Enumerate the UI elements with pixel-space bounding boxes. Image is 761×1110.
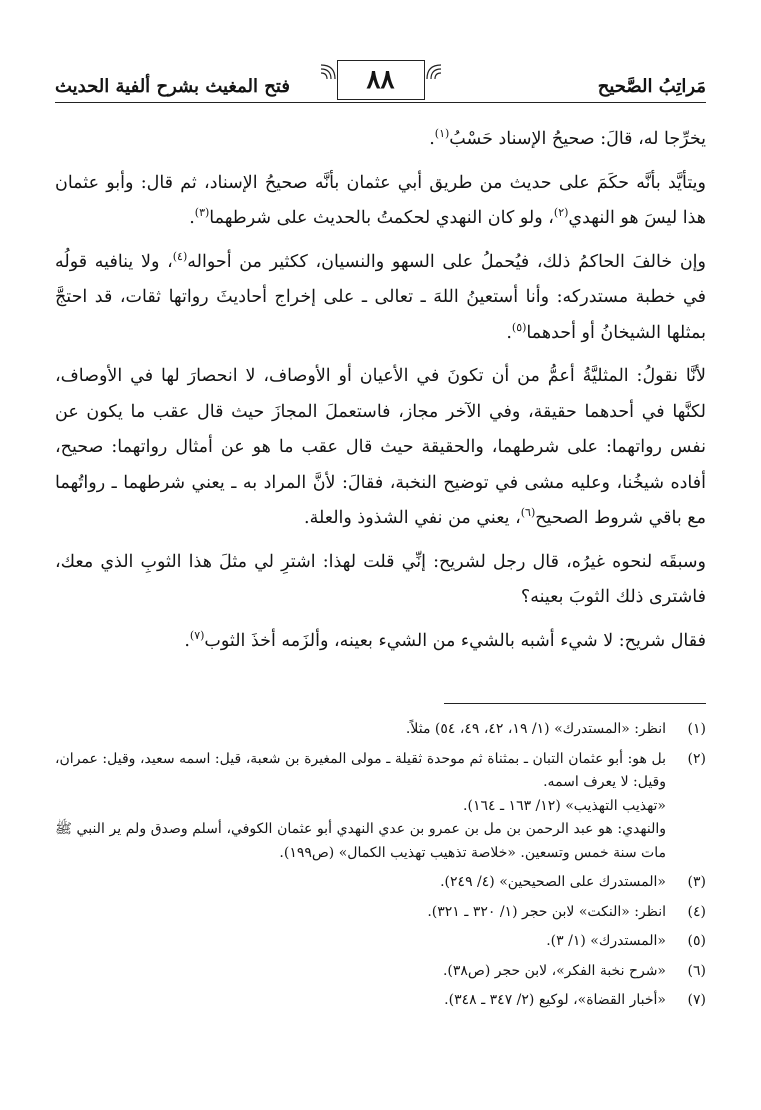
footnote-item [55,989,706,1013]
footnote-number: (٦) [687,962,706,979]
corner-ornament-icon [319,63,337,81]
footnote-item [55,960,706,984]
footnote-item [55,871,706,895]
running-head-chapter: مَراتِبُ الصَّحيح [597,76,706,97]
paragraph: ويتأيَّد بأنَّه حكَمَ على حديث من طريق أبي عثمان بأنَّه صحيحُ الإسناد، ثم قال: وأبو عثمان هذا ليسَ هو النهدي$^{(٢)}$، ولو كان النهدي لحكمتُ بالحديث على شرطهما$^{(٣)}$. [55,172,706,228]
footnote-number: (٤) [687,903,706,920]
footnotes [55,718,706,1019]
footnote-line: «شرح نخبة الفكر»، لابن حجر (ص٣٨). [442,962,666,979]
footnote-separator [444,703,706,704]
paragraph: وسبقَه لنحوه غيرُه، قال رجل لشريح: إنِّي قلت لهذا: اشترِ لي مثلَ هذا الثوبِ الذي معك، فاشترى ذلك الثوبَ بعينه؟ [55,551,706,607]
page-number: ٨٨ [366,65,395,95]
footnote-ref[interactable]: (٢) [553,206,569,220]
footnote-ref[interactable]: (٣) [194,206,210,220]
footnote-ref[interactable]: (١) [434,127,450,141]
page-header [55,60,706,104]
footnote-line: انظر: «النكت» لابن حجر (١/ ٣٢٠ ـ ٣٢١). [427,903,666,920]
footnote-line: «المستدرك على الصحيحين» (٤/ ٢٤٩). [440,874,666,890]
corner-ornament-icon [425,63,443,81]
footnote-line: بل هو: أبو عثمان التبان ـ بمثناة ثم موحدة ثقيلة ـ مولى المغيرة بن شعبة، قيل: اسمه سعيد، وقيل: عمران، وقيل: لا يعرف اسمه. [55,750,666,790]
header-rule [55,102,706,103]
main-text [55,122,706,667]
running-head-book: فتح المغيث بشرح ألفية الحديث [55,76,290,97]
footnote-ref[interactable]: (٧) [189,628,205,642]
footnote-number: (٧) [687,992,706,1008]
footnote-line: «أخبار القضاة»، لوكيع (٢/ ٣٤٧ ـ ٣٤٨). [444,992,666,1008]
footnote-line: «المستدرك» (١/ ٣). [546,933,666,949]
footnote-number: (١) [687,721,706,737]
paragraph: فقال شريح: لا شيء أشبه بالشيء من الشيء بعينه، وألزَمه أخذَ الثوب$^{(٧)}$. [184,628,706,651]
footnote-number: (٢) [687,750,706,767]
footnote-item [55,901,706,925]
footnote-item [55,748,706,866]
footnote-item [55,718,706,742]
footnote-ref[interactable]: (٥) [511,320,527,334]
paragraph: لأنَّا نقولُ: المثليَّةُ أعمُّ من أن تكونَ في الأعيان أو الأوصاف، لا انحصارَ لها في الأوصاف، لكنَّها في أحدهما حقيقة، وفي الآخر مجاز، فاستعملَ المجازَ حيث قال عقب ما يكون عن نفس رواتهما: على شرطهما، والحقيقة حيث قال عقب ما هو عن أمثال رواتهما: صحيح، أفاده شيخُنا، وعليه مشى في توضيح النخبة، فقالَ: لأنَّ المراد به ـ يعني شرطهما ـ رواتُهما مع باقي شروط الصحيح$^{(٦)}$، يعني من نفي الشذوذ والعلة. [55,366,706,528]
paragraph: يخرِّجا له، قالَ: صحيحُ الإسناد حَسْبُ$^{(١)}$. [429,127,706,149]
footnote-number: (٥) [687,933,706,949]
paragraph: وإن خالفَ الحاكمُ ذلك، فيُحملُ على السهو والنسيان، ككثير من أحواله$^{(٤)}$، ولا ينافيه قولُه في خطبة مستدركه: وأنا أستعينُ اللهَ ـ تعالى ـ على إخراج أحاديثَ رواتها ثقات، قد احتجَّ بمثلها الشيخانُ أو أحدهما$^{(٥)}$. [55,249,706,343]
footnote-line: «تهذيب التهذيب» (١٢/ ١٦٣ ـ ١٦٤). [463,797,666,814]
footnote-line: والنهدي: هو عبد الرحمن بن مل بن عمرو بن عدي النهدي أبو عثمان الكوفي، أسلم وصدق ولم ير النبي ﷺ مات سنة خمس وتسعين. «خلاصة تذهيب تهذيب الكمال» (ص١٩٩). [55,821,666,861]
footnote-ref[interactable]: (٤) [172,249,188,263]
footnote-number: (٣) [687,874,706,890]
footnote-line: انظر: «المستدرك» (١/ ١٩، ٤٢، ٤٩، ٥٤) مثلاً. [405,721,666,737]
page-number-box [337,60,425,100]
footnote-ref[interactable]: (٦) [520,506,536,520]
footnote-item [55,930,706,954]
